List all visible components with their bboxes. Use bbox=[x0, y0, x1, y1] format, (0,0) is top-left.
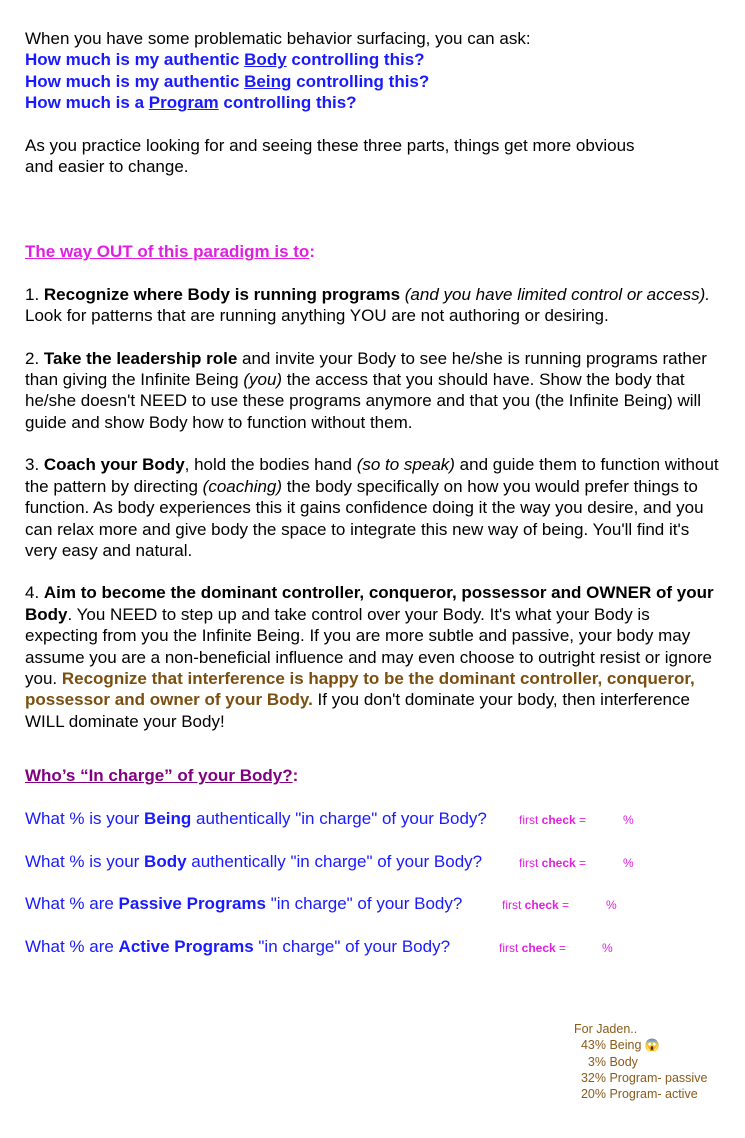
note-title: For Jaden.. bbox=[574, 1022, 638, 1036]
step-3-num: 3. bbox=[25, 455, 44, 475]
q-passive-pre: What % are bbox=[25, 894, 119, 914]
step-4-highlight: Recognize that interference is happy to be the dominant controller, conqueror, possessor and owner of your Body. bbox=[25, 668, 695, 710]
step-2 bbox=[25, 348, 725, 434]
check-bold: check bbox=[521, 940, 556, 955]
question-being-a: How much is my authentic bbox=[25, 71, 245, 91]
question-program-a: How much is a bbox=[25, 93, 149, 113]
first-check-label bbox=[499, 938, 566, 959]
practice-line-1: As you practice looking for and seeing these three parts, things get more obvious bbox=[25, 135, 635, 155]
q-body-bold: Body bbox=[144, 851, 187, 871]
way-out-heading-text: The way OUT of this paradigm is to bbox=[25, 242, 310, 262]
check-eq: = bbox=[555, 940, 567, 955]
step-4-bold: Aim to become the dominant controller, conqueror, possessor and OWNER of your Body bbox=[25, 583, 714, 624]
in-charge-heading bbox=[25, 765, 725, 786]
note-passive: 32% Program- passive bbox=[580, 1070, 708, 1085]
question-being-b: controlling this? bbox=[291, 71, 430, 91]
question-body-u: Body bbox=[244, 50, 287, 70]
step-2-bold: Take the leadership role bbox=[43, 348, 238, 368]
step-4-text-1: . You NEED to step up and take control over your Body. It's what your Body is expecting from you the Infinite Being. If you are more subtle and passive, your body may assume you are a non-beneficial influence and may even choose to outright resist or ignore you. bbox=[25, 604, 713, 688]
first-check-label bbox=[519, 853, 586, 874]
q-body-pre: What % is your bbox=[25, 851, 145, 871]
step-1-italic: (and you have limited control or access). bbox=[400, 284, 710, 304]
step-1-rest: Look for patterns that are running anything YOU are not authoring or desiring. bbox=[25, 306, 609, 326]
jaden-note bbox=[574, 1021, 707, 1102]
q-being-pre: What % is your bbox=[25, 809, 145, 829]
q-active-pre: What % are bbox=[25, 936, 119, 956]
q-body-post: authentically "in charge" of your Body? bbox=[186, 851, 483, 871]
check-bold: check bbox=[524, 898, 559, 913]
question-being bbox=[25, 71, 725, 92]
screaming-face-icon: 😱 bbox=[644, 1038, 660, 1053]
question-body bbox=[25, 49, 725, 70]
step-3-text-3: the body specifically on how you would prefer things to function. As body experiences this it gains confidence doing it the way you desire, and you can relax more and give body the space to integrate this new way of being. You'll find it's very easy and natural. bbox=[25, 476, 704, 560]
check-eq: = bbox=[575, 813, 587, 828]
percent-field: % bbox=[602, 940, 613, 955]
in-charge-heading-text: Who’s “In charge” of your Body? bbox=[25, 766, 293, 786]
check-bold: check bbox=[541, 855, 576, 870]
question-row-passive bbox=[25, 893, 725, 914]
first-check-label bbox=[519, 810, 586, 831]
q-being-bold: Being bbox=[144, 809, 192, 829]
practice-line-2: and easier to change. bbox=[25, 157, 189, 177]
way-out-colon: : bbox=[309, 242, 315, 262]
q-passive-bold: Passive Programs bbox=[118, 894, 266, 914]
question-program-b: controlling this? bbox=[218, 93, 357, 113]
step-3-italic-2: (coaching) bbox=[202, 476, 283, 496]
step-3-text-1: , hold the bodies hand bbox=[184, 455, 357, 475]
q-passive-post: "in charge" of your Body? bbox=[265, 894, 463, 914]
question-program-u: Program bbox=[148, 93, 219, 113]
intro-line: When you have some problematic behavior surfacing, you can ask: bbox=[25, 29, 531, 48]
note-active: 20% Program- active bbox=[580, 1087, 698, 1102]
check-first: first bbox=[519, 855, 542, 870]
check-first: first bbox=[499, 940, 522, 955]
question-being-u: Being bbox=[244, 71, 292, 91]
step-3-bold: Coach your Body bbox=[43, 455, 185, 475]
q-being-post: authentically "in charge" of your Body? bbox=[191, 809, 487, 829]
step-2-text-2: the access that you should have. Show the body that he/she doesn't NEED to use these programs anymore and that you (the Infinite Being) will guide and show Body how to function without them. bbox=[25, 370, 702, 432]
step-3 bbox=[25, 454, 725, 561]
percent-field: % bbox=[623, 855, 634, 870]
check-eq: = bbox=[575, 855, 587, 870]
step-1-bold: Recognize where Body is running programs bbox=[43, 284, 401, 304]
check-eq: = bbox=[558, 898, 570, 913]
question-row-being bbox=[25, 808, 725, 829]
check-first: first bbox=[519, 813, 542, 828]
check-first: first bbox=[502, 898, 525, 913]
step-2-italic: (you) bbox=[243, 370, 283, 390]
in-charge-colon: : bbox=[292, 766, 299, 786]
step-3-text-2: and guide them to function without the pattern by directing bbox=[25, 455, 719, 496]
percent-field: % bbox=[606, 898, 617, 913]
step-4-num: 4. bbox=[25, 583, 44, 603]
note-being: 43% Being bbox=[580, 1038, 642, 1053]
step-2-num: 2. bbox=[25, 348, 44, 368]
step-4 bbox=[25, 582, 725, 732]
question-row-active bbox=[25, 936, 725, 957]
step-1 bbox=[25, 284, 725, 327]
question-program bbox=[25, 92, 725, 113]
step-4-text-2: If you don't dominate your body, then interference WILL dominate your Body! bbox=[25, 690, 690, 731]
question-body-b: controlling this? bbox=[286, 50, 425, 70]
q-active-post: "in charge" of your Body? bbox=[253, 936, 451, 956]
question-row-body bbox=[25, 851, 725, 872]
step-3-italic-1: (so to speak) bbox=[356, 455, 455, 475]
check-bold: check bbox=[541, 813, 576, 828]
step-2-text-1: and invite your Body to see he/she is running programs rather than giving the Infinite Being bbox=[25, 348, 707, 390]
way-out-heading bbox=[25, 241, 725, 262]
percent-field: % bbox=[623, 813, 634, 828]
first-check-label bbox=[502, 895, 569, 916]
document-body bbox=[25, 28, 725, 957]
q-active-bold: Active Programs bbox=[118, 936, 254, 956]
note-body: 3% Body bbox=[587, 1054, 638, 1069]
step-1-num: 1. bbox=[25, 284, 44, 304]
question-body-a: How much is my authentic bbox=[25, 50, 245, 70]
